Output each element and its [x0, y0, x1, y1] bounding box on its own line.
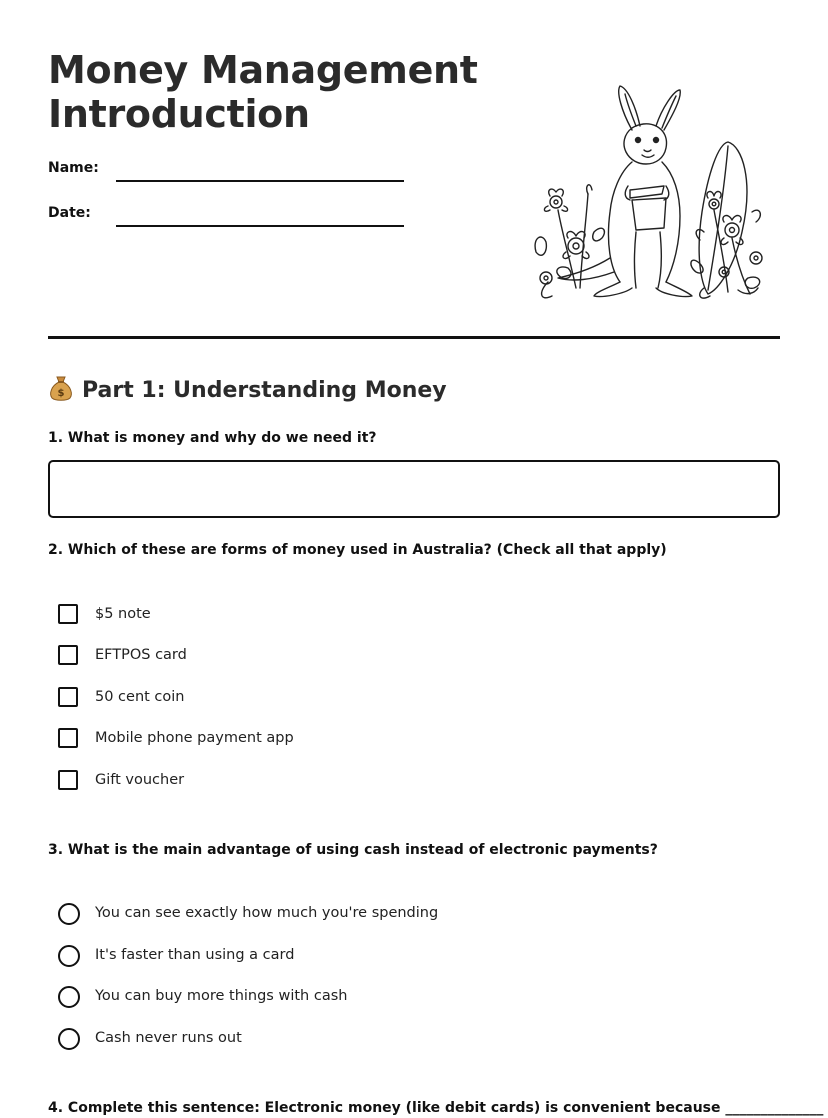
question-3: 3. What is the main advantage of using cash instead of electronic payments? — [48, 842, 658, 858]
title-line-2: Introduction — [48, 92, 310, 136]
option-label: Gift voucher — [95, 772, 185, 788]
checkbox[interactable] — [58, 770, 78, 790]
radio-button[interactable] — [58, 945, 80, 967]
q2-option-5[interactable] — [58, 770, 758, 794]
money-bag-icon — [48, 374, 74, 402]
checkbox[interactable] — [58, 604, 78, 624]
question-1-answer-box[interactable] — [48, 460, 780, 518]
question-2: 2. Which of these are forms of money used in Australia? (Check all that apply) — [48, 542, 667, 558]
q3-option-4[interactable] — [58, 1028, 758, 1052]
option-label: $5 note — [95, 606, 151, 622]
part-1-heading — [48, 374, 447, 404]
radio-button[interactable] — [58, 986, 80, 1008]
date-field — [48, 205, 408, 229]
q3-option-1[interactable] — [58, 903, 758, 927]
q3-option-2[interactable] — [58, 945, 758, 969]
svg-text:$: $ — [57, 388, 65, 399]
section-divider — [48, 336, 780, 339]
title-line-1: Money Management — [48, 48, 478, 92]
q3-option-3[interactable] — [58, 986, 758, 1010]
q2-option-4[interactable] — [58, 728, 758, 752]
date-input-line[interactable] — [116, 225, 404, 227]
q2-option-3[interactable] — [58, 687, 758, 711]
option-label: You can buy more things with cash — [95, 988, 348, 1004]
question-4: 4. Complete this sentence: Electronic money (like debit cards) is convenient because ______________ — [48, 1100, 824, 1116]
option-label: EFTPOS card — [95, 647, 187, 663]
name-label: Name: — [48, 160, 99, 176]
checkbox[interactable] — [58, 687, 78, 707]
option-label: Mobile phone payment app — [95, 730, 294, 746]
radio-button[interactable] — [58, 1028, 80, 1050]
worksheet-title — [48, 48, 488, 136]
option-label: It's faster than using a card — [95, 947, 295, 963]
option-label: 50 cent coin — [95, 689, 185, 705]
worksheet-page — [48, 0, 824, 1118]
radio-button[interactable] — [58, 903, 80, 925]
q2-option-2[interactable] — [58, 645, 758, 669]
checkbox[interactable] — [58, 645, 78, 665]
name-input-line[interactable] — [116, 180, 404, 182]
option-label: You can see exactly how much you're spending — [95, 905, 439, 921]
question-1: 1. What is money and why do we need it? — [48, 430, 377, 446]
name-field — [48, 160, 408, 184]
option-label: Cash never runs out — [95, 1030, 242, 1046]
kangaroo-illustration — [528, 82, 768, 308]
part-1-title: Part 1: Understanding Money — [82, 378, 447, 403]
checkbox[interactable] — [58, 728, 78, 748]
q2-option-1[interactable] — [58, 604, 758, 628]
date-label: Date: — [48, 205, 91, 221]
